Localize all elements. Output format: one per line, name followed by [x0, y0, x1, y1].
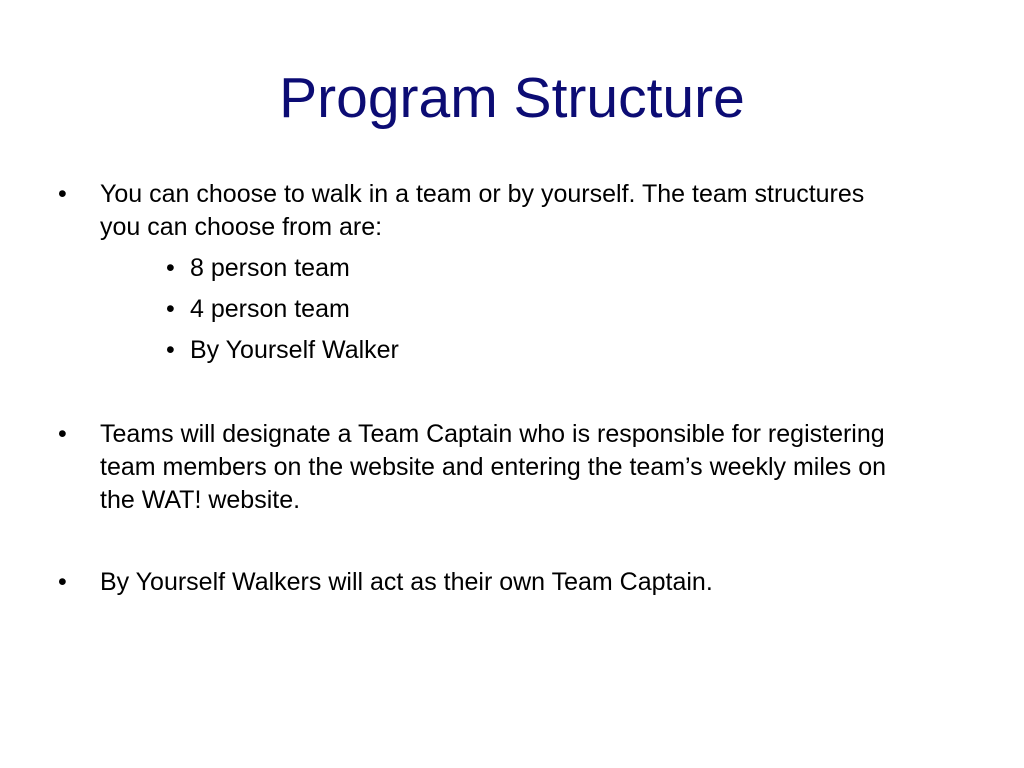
bullet-icon: •: [166, 295, 175, 323]
bullet-text: You can choose to walk in a team or by yourself. The team structures you can choose from are:: [100, 180, 865, 241]
bullet-icon: •: [166, 336, 175, 364]
slide-title: Program Structure: [279, 66, 745, 130]
bullet-icon: •: [58, 420, 67, 448]
bullet-item-team-captain: [58, 418, 888, 518]
bullet-text: Teams will designate a Team Captain who is responsible for registering team members on the website and entering the team’s weekly miles on the WAT! website.: [100, 420, 887, 514]
sub-bullet-item: [166, 293, 566, 334]
bullet-icon: •: [58, 180, 67, 208]
bullet-icon: •: [58, 568, 67, 596]
team-structure-list: [166, 252, 566, 375]
sub-bullet-text: 8 person team: [190, 254, 350, 282]
bullet-item-solo-walkers: [58, 566, 888, 601]
bullet-item-team-choice: [58, 178, 888, 248]
sub-bullet-text: 4 person team: [190, 295, 350, 323]
bullet-text: By Yourself Walkers will act as their own Team Captain.: [100, 568, 713, 596]
sub-bullet-item: [166, 252, 566, 293]
bullet-icon: •: [166, 254, 175, 282]
sub-bullet-item: [166, 334, 566, 375]
sub-bullet-text: By Yourself Walker: [190, 336, 399, 364]
